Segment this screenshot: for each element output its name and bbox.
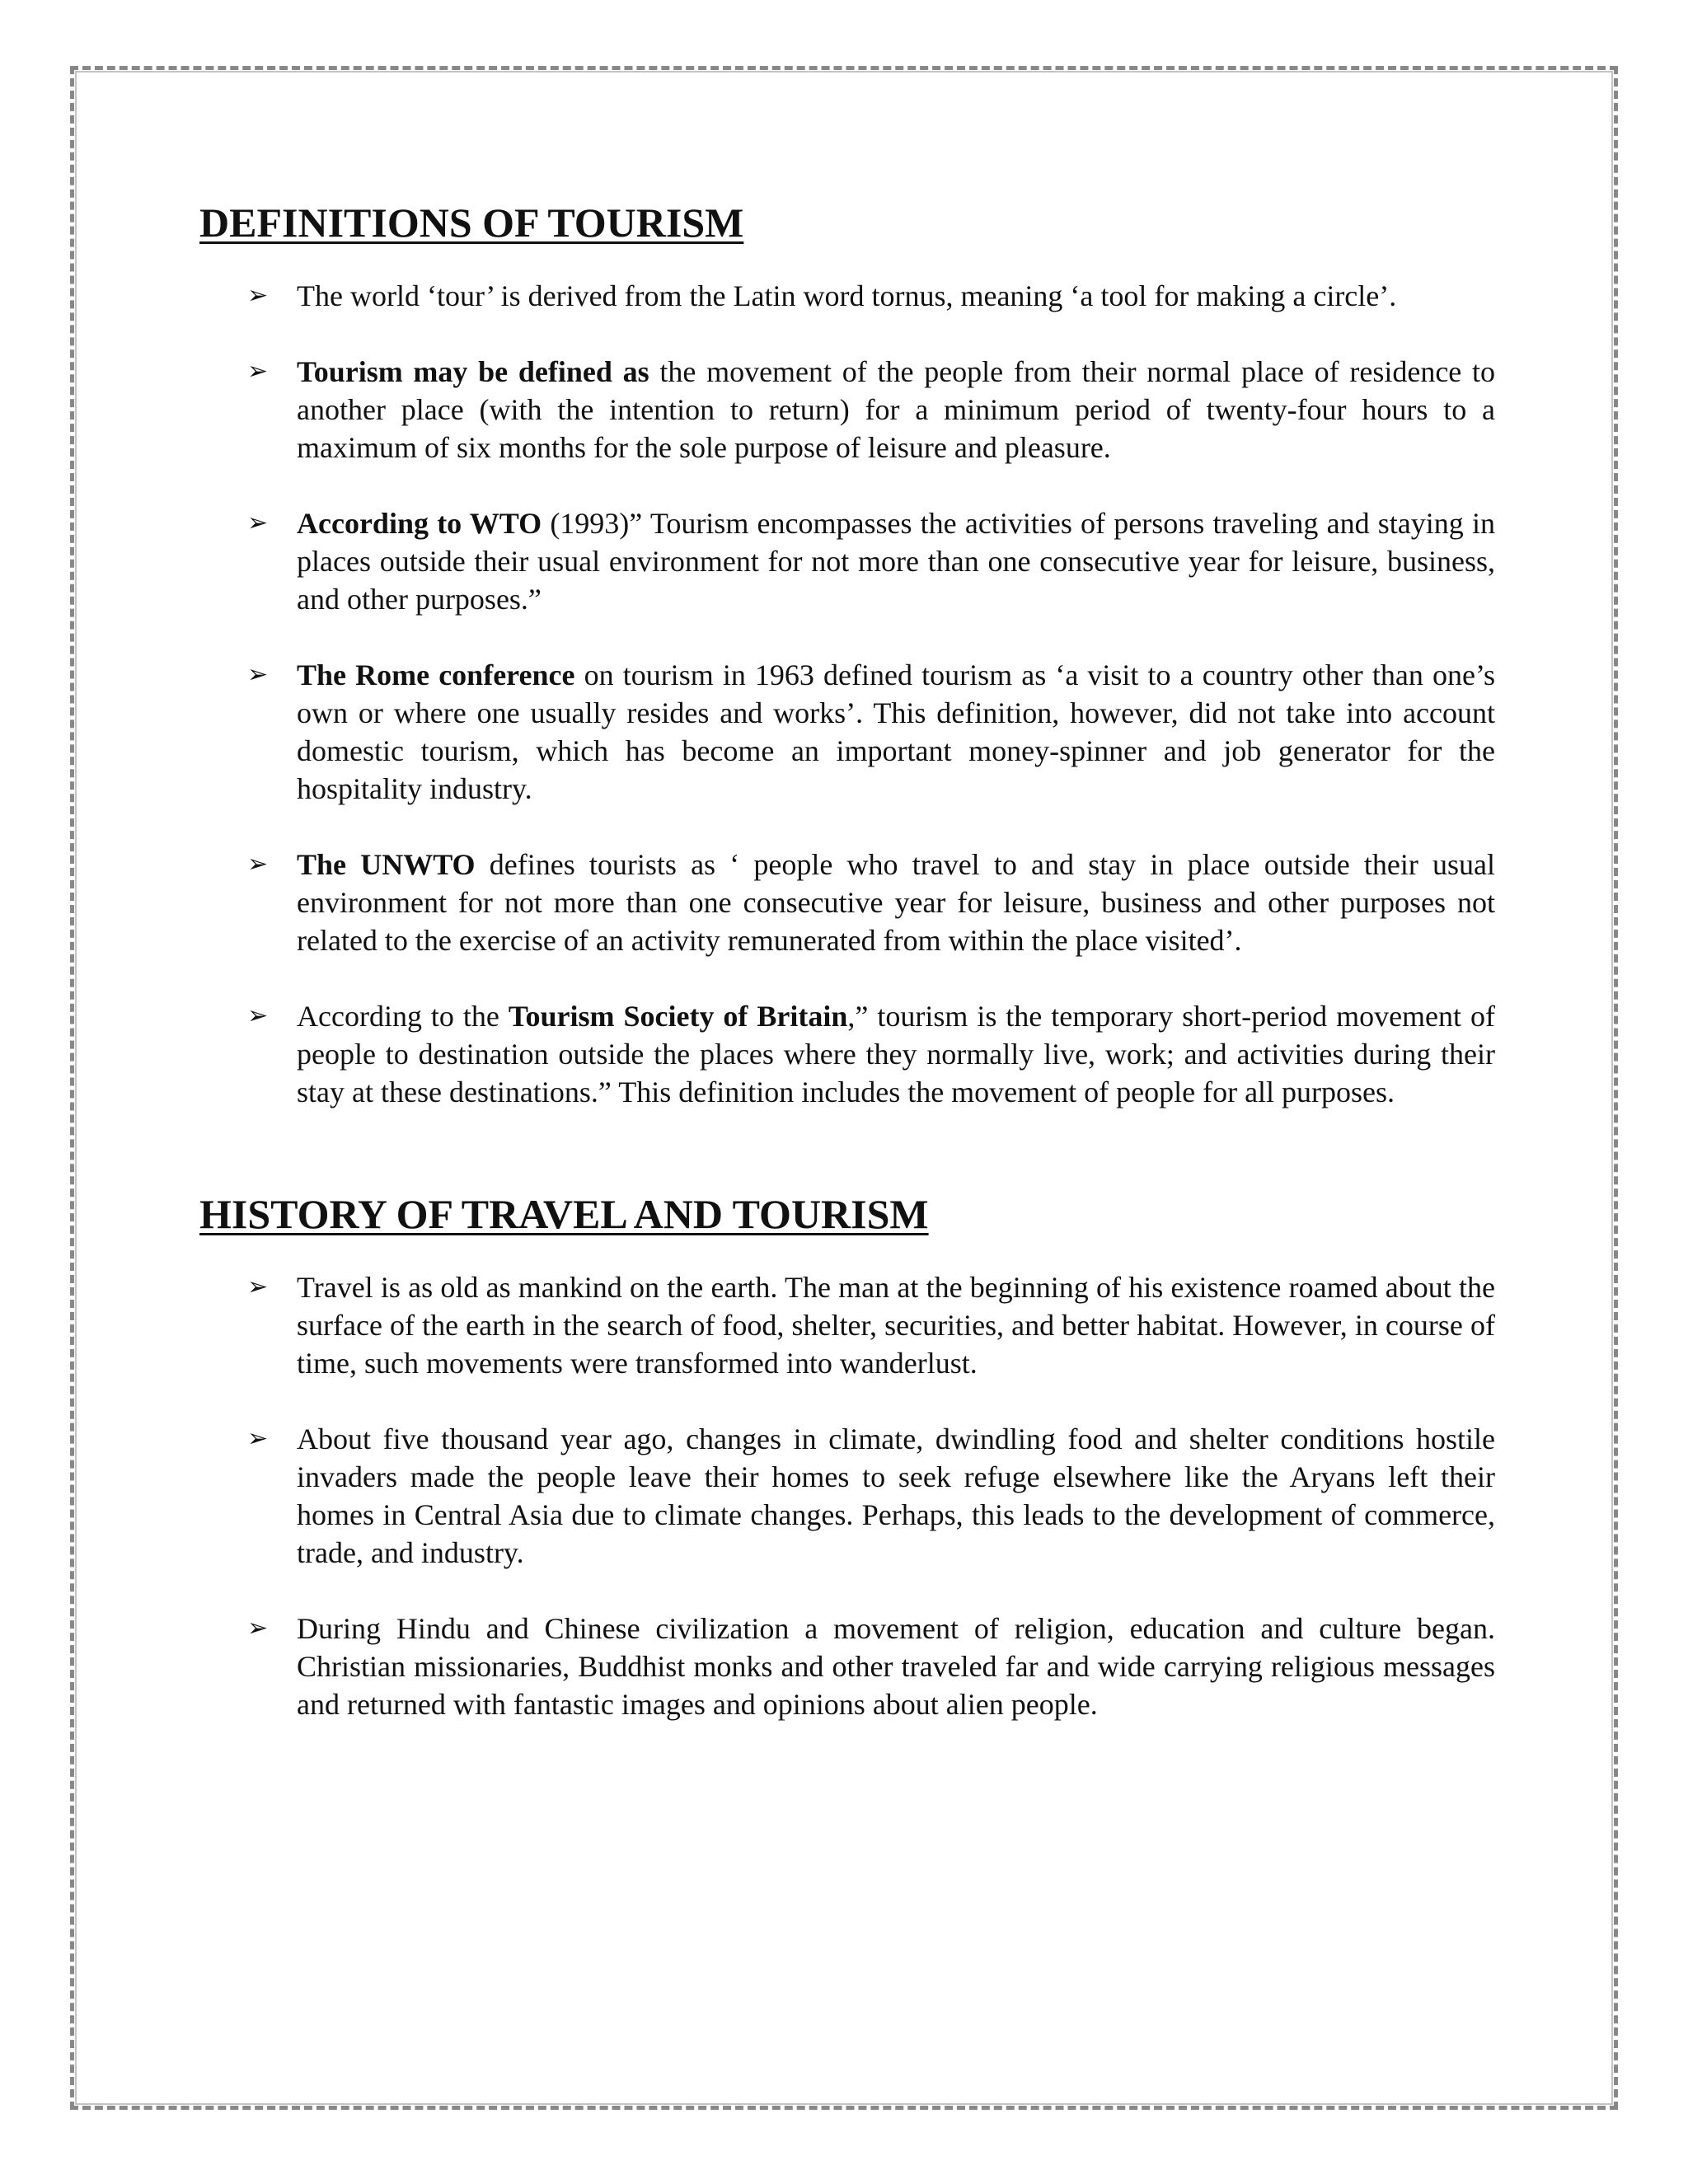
list-item <box>199 997 1495 1111</box>
arrowhead-bullet-icon: ➢ <box>247 850 269 879</box>
arrowhead-bullet-icon: ➢ <box>247 1272 269 1301</box>
item-text: During Hindu and Chinese civilization a movement of religion, education and culture began. Christian missionaries, Buddhist monks and other traveled far and wide carrying religious messages and returned with fantastic images and opinions about alien people. <box>297 1612 1495 1721</box>
item-text: The world ‘tour’ is derived from the Latin word tornus, meaning ‘a tool for making a circle’. <box>297 279 1397 312</box>
arrowhead-bullet-icon: ➢ <box>247 1001 269 1030</box>
arrowhead-bullet-icon: ➢ <box>247 357 269 386</box>
item-lead: The Rome conference <box>297 658 575 691</box>
arrowhead-bullet-icon: ➢ <box>247 1614 269 1643</box>
document-body <box>199 198 1495 1723</box>
list-item <box>199 277 1495 315</box>
history-list <box>199 1268 1495 1723</box>
arrowhead-bullet-icon: ➢ <box>247 281 269 310</box>
list-item <box>199 504 1495 618</box>
item-prefix: According to the <box>297 1000 509 1033</box>
item-lead: Tourism Society of Britain <box>508 1000 848 1033</box>
item-text: the movement of the people from their normal place of residence to another place (with the intention to return) for a minimum period of twenty-four hours to a maximum of six months for the sole purpose of leisure and pleasure. <box>297 355 1496 464</box>
history-heading: HISTORY OF TRAVEL AND TOURISM <box>199 1191 929 1237</box>
item-lead: According to WTO <box>297 507 542 540</box>
list-item <box>199 1420 1495 1572</box>
item-text: About five thousand year ago, changes in climate, dwindling food and shelter conditions hostile invaders made the people leave their homes to seek refuge elsewhere like the Aryans left their homes in Central Asia due to climate changes. Perhaps, this leads to the development of commerce, trade, and industry. <box>297 1422 1495 1569</box>
item-text: defines tourists as ‘ people who travel to and stay in place outside their usual environment for not more than one consecutive year for leisure, business and other purposes not related to the exercise of an activity remunerated from within the place visited’. <box>297 848 1496 957</box>
item-text: Travel is as old as mankind on the earth. The man at the beginning of his existence roamed about the surface of the earth in the search of food, shelter, securities, and better habitat. However, in course of time, such movements were transformed into wanderlust. <box>297 1271 1495 1380</box>
list-item <box>199 1268 1495 1382</box>
item-text: on tourism in 1963 defined tourism as ‘a visit to a country other than one’s own or where one usually resides and works’. This definition, however, did not take into account domestic tourism, which has become an important money-spinner and job generator for the hospitality industry. <box>297 658 1495 805</box>
item-text: ,” tourism is the temporary short-period movement of people to destination outside the places where they normally live, work; and activities during their stay at these destinations.” This definition includes the movement of people for all purposes. <box>297 1000 1495 1108</box>
definitions-heading: DEFINITIONS OF TOURISM <box>199 199 744 246</box>
list-item <box>199 1610 1495 1723</box>
item-text: (1993)” Tourism encompasses the activities of persons traveling and staying in places outside their usual environment for not more than one consecutive year for leisure, business, and other purposes.” <box>297 507 1495 616</box>
item-lead: Tourism may be defined as <box>297 355 649 388</box>
list-item <box>199 656 1495 808</box>
arrowhead-bullet-icon: ➢ <box>247 509 269 537</box>
list-item <box>199 353 1495 466</box>
definitions-list <box>199 277 1495 1111</box>
list-item <box>199 846 1495 959</box>
item-lead: The UNWTO <box>297 848 476 881</box>
arrowhead-bullet-icon: ➢ <box>247 1424 269 1453</box>
arrowhead-bullet-icon: ➢ <box>247 660 269 689</box>
